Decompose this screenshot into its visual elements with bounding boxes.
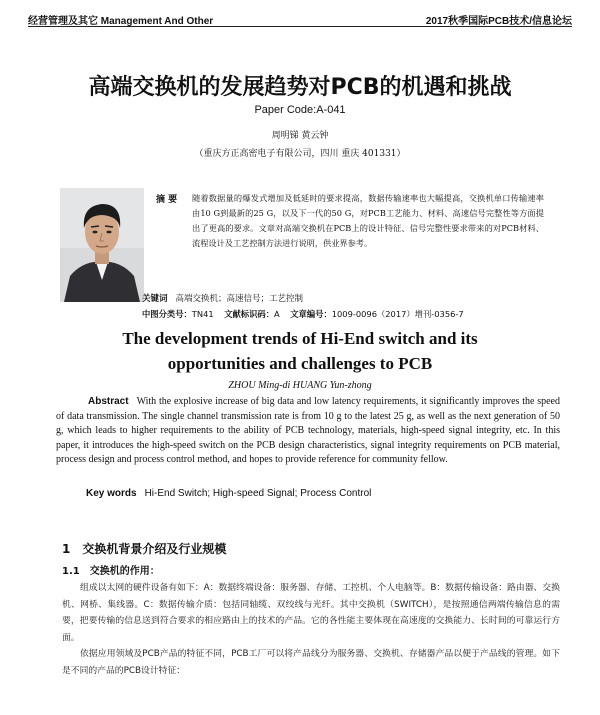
- classification-cn: [142, 308, 464, 320]
- section-heading-1-1: [62, 562, 160, 577]
- doc-code-label: 文献标识码：: [224, 309, 274, 319]
- doc-code-value: A: [274, 309, 280, 319]
- header-section: 经营管理及其它 Management And Other: [28, 16, 214, 27]
- header-forum: 2017秋季国际PCB技术/信息论坛: [425, 16, 572, 27]
- authors-en: ZHOU Ming-di HUANG Yun-zhong: [228, 380, 372, 391]
- abstract-en-label: Abstract: [88, 396, 129, 407]
- section-title: 交换机背景介绍及行业规模: [82, 542, 227, 556]
- keywords-cn: [142, 292, 303, 304]
- title-en: The development trends of Hi-End switch and its opportunities and challenges to PCB: [122, 329, 478, 373]
- author-photo: [60, 188, 144, 302]
- authors-cn: 周明锑 黄云钟: [271, 131, 329, 141]
- abstract-en: [56, 395, 560, 468]
- keywords-cn-text: 高端交换机；高速信号；工艺控制: [175, 294, 304, 304]
- keywords-en-label: Key words: [86, 488, 137, 499]
- affiliation-cn: （重庆方正高密电子有限公司，四川 重庆 401331）: [194, 149, 406, 159]
- keywords-cn-label: 关键词: [142, 294, 168, 304]
- section-heading-1: [62, 540, 226, 557]
- abstract-cn: 随着数据量的爆发式增加及低延时的要求提高，数据传输速率也大幅提高，交换机单口传输速率由10 G到最新的25 G，以及下一代的50 G，对PCB工艺能力、材料、高速信号完整性等方面提出了更高的要求。文章对高端交换机在PCB上的设计特征、信号完整性要求带来的对PCB材料、流程设计及工艺控制方法进行说明，供业界参考。: [192, 193, 544, 248]
- abstract-cn-label: 摘 要: [156, 195, 178, 205]
- article-no-value: 1009-0096（2017）增刊-0356-7: [331, 309, 464, 319]
- clc-value: TN41: [191, 309, 214, 319]
- keywords-en: [86, 488, 371, 499]
- article-no-label: 文章编号：: [290, 309, 332, 319]
- header-rule: [28, 26, 572, 27]
- keywords-en-text: Hi-End Switch; High-speed Signal; Process Control: [144, 488, 372, 499]
- title-cn: 高端交换机的发展趋势对PCB的机遇和挑战: [88, 75, 512, 100]
- subsection-number: 1.1: [62, 566, 80, 577]
- abstract-en-text: With the explosive increase of big data and low latency requirements, it significantly improves the speed of data transmission. The single channel transmission rate is from 10 g to the latest 25 g, as well as the next generation of 50 g, which leads to higher requirements to the ability of PCB technology, materials, high-speed signal integrity, etc. In this paper, it introduces the high-speed switch on the PCB design characteristics, signal integrity requirements on PCB material, process design and process control method, and hopes to provide reference for community fellow.: [56, 396, 560, 465]
- section-number: 1: [62, 542, 71, 556]
- subsection-title: 交换机的作用：: [89, 566, 160, 577]
- body-paragraph: 组成以太网的硬件设备有如下：A：数据终端设备：服务器、存储、工控机、个人电脑等。B：数据传输设备：路由器、交换机、网桥、集线器。C：数据传输介质：包括同轴缆、双绞线与光纤。其中交换机（SWITCH），是按照通信两端传输信息的需要，把要传输的信息送到符合要求的相应路由上的技术的产品。它的各性能主要体现在高速度的交换能力、长时间的可靠运行方面。: [62, 583, 560, 643]
- body-paragraph: 依据应用领域及PCB产品的特征不同，PCB工厂可以将产品线分为服务器、交换机、存储器产品以便于产品线的管理。如下是不同的产品的PCB设计特征：: [62, 649, 560, 676]
- paper-code: Paper Code:A-041: [254, 104, 346, 116]
- running-header: [28, 10, 572, 26]
- clc-label: 中图分类号：: [142, 309, 192, 319]
